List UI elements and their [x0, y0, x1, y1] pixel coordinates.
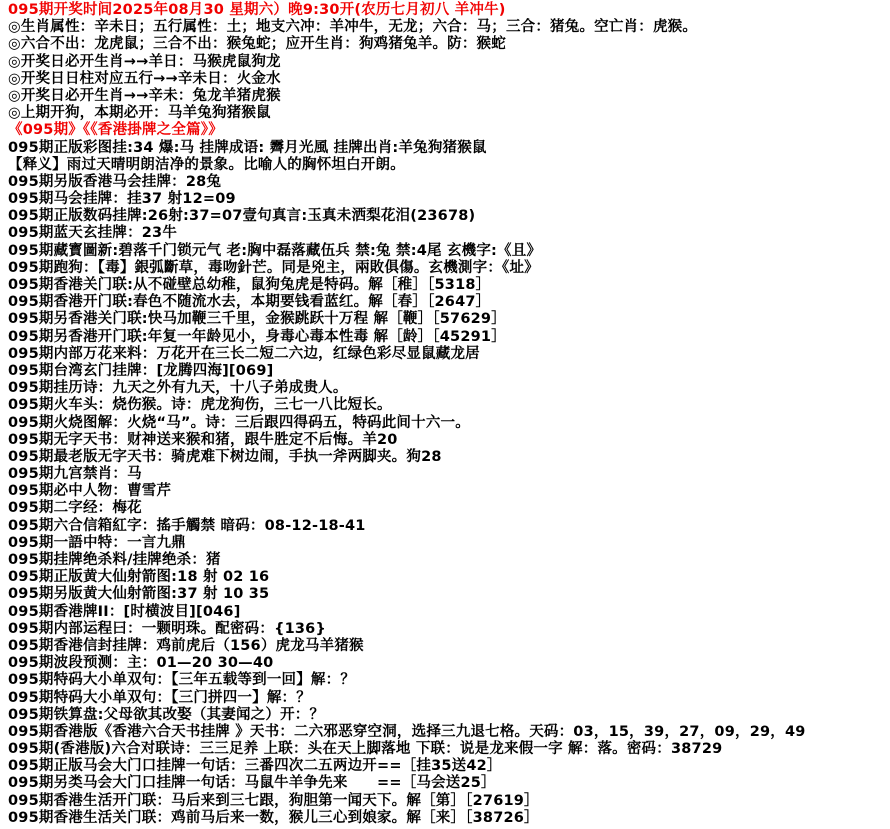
text-lines-container	[8, 2, 890, 827]
text-line: 095期马会挂牌：挂37 射12=09	[8, 191, 236, 208]
text-line: 095期正版黄大仙射箭图:18 射 02 16	[8, 569, 270, 586]
text-line: 095期开奖时间2025年08月30 星期六）晚9:30开(农历七月初八 羊冲牛)	[8, 2, 506, 18]
text-line: 095期火烧图解：火烧“马”。诗：三后跟四得码五，特码此间十六一。	[8, 414, 470, 431]
text-line: ◎开奖日日柱对应五行→→辛未日：火金水	[8, 70, 281, 87]
text-line: ◎开奖日必开生肖→→羊日：马猴虎鼠狗龙	[8, 53, 281, 70]
text-line: 095期正版彩图挂:34 爆:马 挂牌成语: 霽月光風 挂牌出肖:羊兔狗猪猴鼠	[8, 139, 487, 156]
text-line: 095期另类马会大门口挂牌一句话：马鼠牛羊争先来 ==［马会送25］	[8, 775, 496, 792]
text-line: 095期内部运程曰：一颗明珠。配密码：{136}	[8, 620, 326, 637]
text-line: 095期台湾玄门挂牌：[龙腾四海][069]	[8, 362, 274, 379]
text-line: 095期必中人物：曹雪芹	[8, 483, 172, 500]
text-line: 095期最老版无字天书：骑虎难下树边闹，手执一斧两脚夹。狗28	[8, 448, 442, 465]
text-line: 095期六合信箱紅字：搖手觸禁 暗码：08-12-18-41	[8, 517, 366, 534]
text-line: 【释义】雨过天晴明朗洁净的景象。比喻人的胸怀坦白开朗。	[8, 156, 405, 173]
text-line: 095期(香港版)六合对联诗：三三足养 上联：头在天上脚落地 下联：说是龙来假一字 解：落。密码：38729	[8, 741, 723, 758]
text-line: 095期香港生活开门联：马后来到三七跟，狗胆第一闻天下。解［第］［27619］	[8, 792, 539, 809]
text-line: 095期香港开门联:春色不随流水去，本期要钱看蓝红。解［春］［2647］	[8, 294, 491, 311]
text-line: 095期跑狗：【毒】銀弧斷草，毒吻針芒。同是兇主，兩敗俱傷。玄機測字：《址》	[8, 259, 539, 276]
text-line: 095期二字经：梅花	[8, 500, 142, 517]
text-line: ◎上期开狗，本期必开：马羊兔狗猪猴鼠	[8, 105, 271, 122]
text-line: 095期九宫禁肖：马	[8, 466, 142, 483]
text-line: 095期另香港开门联:年复一年龄见小，身毒心毒本性毒 解［龄］［45291］	[8, 328, 506, 345]
text-line: 095期另香港关门联:快马加鞭三千里，金猴跳跃十万程 解［鞭］［57629］	[8, 311, 506, 328]
text-line: 095期波段预测：主：01—20 30—40	[8, 655, 274, 672]
text-line: 095期另版黄大仙射箭图:37 射 10 35	[8, 586, 270, 603]
text-line: 095期特码大小单双句：【三年五载等到一回】解：？	[8, 672, 356, 689]
text-line: 095期香港信封挂牌：鸡前虎后（156）虎龙马羊猪猴	[8, 637, 364, 654]
text-line: 095期内部万花来料：万花开在三长二短二六边，红绿色彩尽显鼠藏龙居	[8, 345, 480, 362]
text-line: 095期另版香港马会挂牌：28兔	[8, 173, 222, 190]
text-line: 095期挂牌绝杀料/挂牌绝杀：猪	[8, 552, 221, 568]
text-line: 095期正版马会大门口挂牌一句话：三番四次二五两边开==［挂35送42］	[8, 758, 502, 775]
text-line: 095期正版数码挂牌:26射:37=07壹句真言:玉真未洒梨花泪(23678)	[8, 208, 476, 225]
text-line: 095期一語中特：一言九鼎	[8, 534, 186, 551]
text-line: 095期香港关门联:从不碰壁总幼稚，鼠狗兔虎是特码。解［稚］［5318］	[8, 277, 491, 293]
text-line: 095期藏寳圖新:碧落千门锁元气 老:胸中磊落藏伍兵 禁:兔 禁:4尾 玄機字:《且》	[8, 242, 542, 259]
text-line: 095期无字天书：财神送来猴和猪，跟牛胜定不后悔。羊20	[8, 431, 398, 448]
text-line: 095期铁算盘:父母欲其改娶（其妻闻之）开：？	[8, 706, 325, 723]
text-line: 095期香港生活关门联：鸡前马后来一数，猴儿三心到娘家。解［来］［38726］	[8, 809, 539, 826]
text-line: ◎六合不出：龙虎鼠；三合不出：猴兔蛇；应开生肖：狗鸡猪兔羊。防：猴蛇	[8, 36, 506, 53]
text-line: ◎开奖日必开生肖→→辛未：兔龙羊猪虎猴	[8, 87, 281, 104]
text-line: 095期特码大小单双句：【三门拼四一】解：？	[8, 689, 311, 706]
text-line: 095期火车头：烧伤猴。诗：虎龙狗伤，三七一八比短长。	[8, 397, 392, 414]
text-line: 095期香港牌II：[时横波目][046]	[8, 603, 241, 620]
text-line: 《095期》《《香港掛牌之全篇》》	[8, 122, 223, 139]
text-line: ◎生肖属性：辛未日；五行属性：土；地支六冲：羊冲牛，无龙；六合：马；三合：猪兔。空亡肖：虎猴。	[8, 19, 698, 36]
text-line: 095期挂历诗：九天之外有九天，十八子弟成贵人。	[8, 380, 348, 397]
text-line: 095期蓝天玄挂牌：23牛	[8, 225, 178, 242]
text-line: 095期香港版《香港六合天书挂牌 》天书：二六邪恶穿空洞，选择三九退七格。天码：03，15，39，27，09，29，49	[8, 723, 806, 740]
